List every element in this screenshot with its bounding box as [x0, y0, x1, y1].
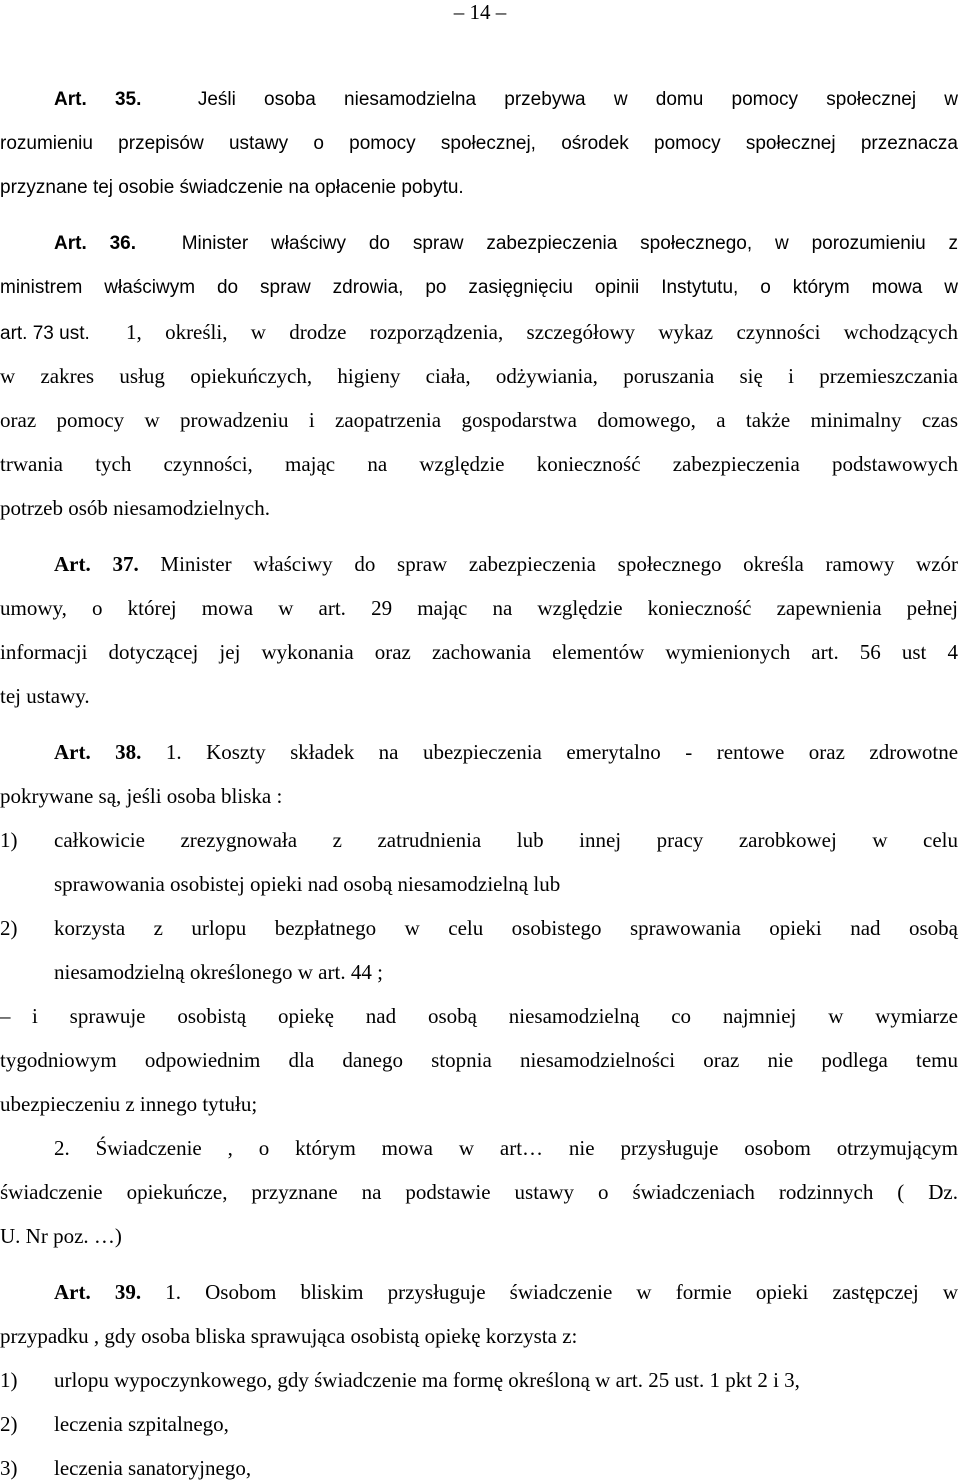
- art38-ust-2-line-2: świadczenie opiekuńcze, przyznane na podstawie ustawy o świadczeniach rodzinnych ( Dz.: [0, 1180, 958, 1204]
- item-number: 1): [0, 828, 18, 852]
- art37-line-1: Art. 37. Minister właściwy do spraw zabezpieczenia społecznego określa ramowy wzór: [54, 552, 959, 576]
- art36-line-1: Art. 36. Minister właściwy do spraw zabezpieczenia społecznego, w porozumieniu z: [54, 233, 958, 254]
- art38-ust-1: 1.: [165, 740, 182, 764]
- art38-item-1: 1) całkowicie zrezygnowała z zatrudnienia lub innej pracy zarobkowej w celu: [0, 828, 958, 852]
- page-number: – 14 –: [453, 0, 507, 24]
- art38-item-2: 2) korzysta z urlopu bezpłatnego w celu osobistego sprawowania opieki nad osobą: [0, 916, 958, 940]
- item-number: 2): [0, 916, 18, 940]
- art38-dash-line-2: tygodniowym odpowiednim dla danego stopnia niesamodzielności oraz nie podlega temu: [0, 1048, 958, 1072]
- art38-item-2-cont: niesamodzielną określonego w art. 44 ;: [54, 960, 383, 984]
- art35-label: Art. 35.: [54, 89, 142, 110]
- art36-line-4: w zakres usług opiekuńczych, higieny ciała, odżywiania, poruszania się i przemieszczania: [0, 364, 958, 388]
- item-number: 1): [0, 1368, 18, 1392]
- art36-line-2: ministrem właściwym do spraw zdrowia, po zasięgnięciu opinii Instytutu, o którym mowa w: [0, 277, 958, 298]
- art38-item-1-cont: sprawowania osobistej opieki nad osobą niesamodzielną lub: [54, 872, 561, 896]
- art37-line-3: informacji dotyczącej jej wykonania oraz zachowania elementów wymienionych art. 56 ust 4: [0, 640, 958, 664]
- art36-line-3: art. 73 ust. 1, określi, w drodze rozporządzenia, szczegółowy wykaz czynności wchodzących: [0, 320, 958, 344]
- art36-label: Art. 36.: [54, 233, 136, 254]
- art37-line-2: umowy, o której mowa w art. 29 mając na względzie konieczność zapewnienia pełnej: [0, 596, 958, 620]
- art37-label: Art. 37.: [54, 552, 139, 576]
- art35-line-2: rozumieniu przepisów ustawy o pomocy społecznej, ośrodek pomocy społecznej przeznacza: [0, 133, 958, 154]
- art35-line-1: Art. 35. Jeśli osoba niesamodzielna przebywa w domu pomocy społecznej w: [54, 89, 958, 110]
- art39-ust-1: 1.: [165, 1280, 181, 1304]
- art37-line-4: tej ustawy.: [0, 684, 90, 708]
- art38-dash-line-3: ubezpieczeniu z innego tytułu;: [0, 1092, 258, 1116]
- art39-item-1: 1) urlopu wypoczynkowego, gdy świadczenie ma formę określoną w art. 25 ust. 1 pkt 2 i 3,: [0, 1368, 800, 1392]
- art39-line-2: przypadku , gdy osoba bliska sprawująca osobistą opiekę korzysta z:: [0, 1324, 578, 1348]
- art39-line-1: Art. 39. 1. Osobom bliskim przysługuje świadczenie w formie opieki zastępczej w: [54, 1280, 959, 1304]
- art39-item-2: 2) leczenia szpitalnego,: [0, 1412, 229, 1436]
- dash-marker: –: [0, 1004, 11, 1028]
- item-number: 2): [0, 1412, 18, 1436]
- art36-line-7: potrzeb osób niesamodzielnych.: [0, 496, 271, 520]
- art38-dash-line-1: – i sprawuje osobistą opiekę nad osobą niesamodzielną co najmniej w wymiarze: [0, 1004, 958, 1028]
- item-number: 3): [0, 1456, 18, 1480]
- art38-ust-2-line-1: 2. Świadczenie , o którym mowa w art… nie przysługuje osobom otrzymującym: [54, 1136, 958, 1160]
- art38-line-2: pokrywane są, jeśli osoba bliska :: [0, 784, 283, 808]
- art39-item-3: 3) leczenia sanatoryjnego,: [0, 1456, 252, 1480]
- art38-line-1: Art. 38. 1. Koszty składek na ubezpieczenia emerytalno - rentowe oraz zdrowotne: [54, 740, 959, 764]
- art36-line-6: trwania tych czynności, mając na względzie konieczność zabezpieczenia podstawowych: [0, 452, 958, 476]
- art38-label: Art. 38.: [54, 740, 142, 764]
- art35-line-3: przyznane tej osobie świadczenie na opłacenie pobytu.: [0, 177, 464, 198]
- art36-line-5: oraz pomocy w prowadzeniu i zaopatrzenia gospodarstwa domowego, a także minimalny czas: [0, 408, 958, 432]
- art38-ust-2-line-3: U. Nr poz. …): [0, 1224, 122, 1248]
- art39-label: Art. 39.: [54, 1280, 142, 1304]
